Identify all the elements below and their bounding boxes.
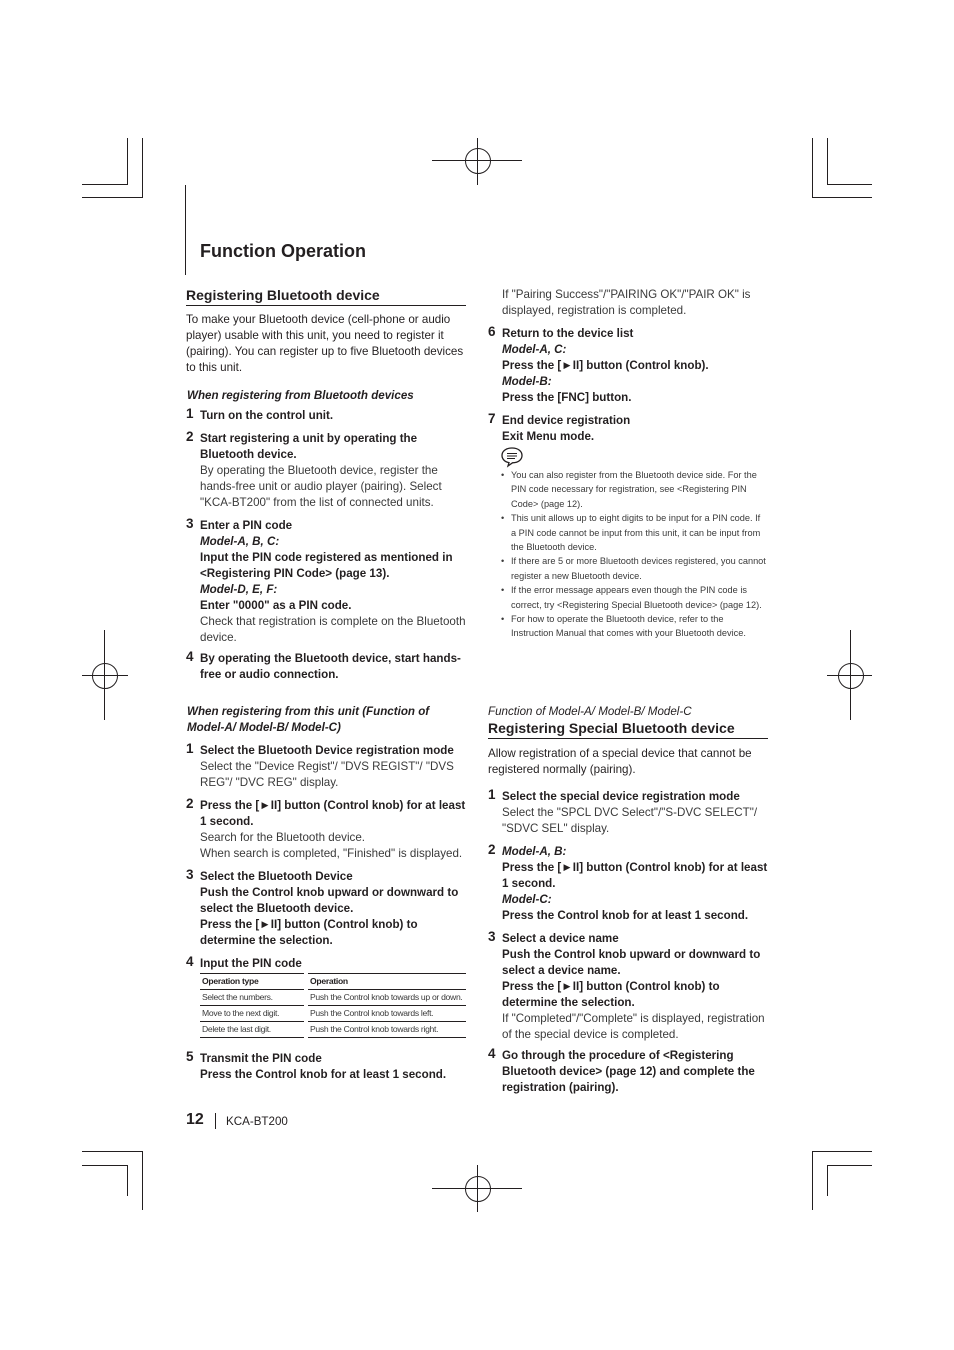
step-number: 5	[186, 1049, 194, 1064]
model-label: Model-A, B:	[502, 845, 567, 858]
step-instruction: Input the PIN code registered as mentioned in <Registering PIN Code> (page 13).	[200, 551, 453, 580]
step-instruction: Press the [►II] button (Control knob).	[502, 359, 709, 372]
step-number: 2	[488, 842, 496, 857]
step-number: 3	[488, 929, 496, 944]
step-7-end	[488, 411, 766, 445]
step-number: 3	[186, 867, 194, 882]
step-instruction: Press the Control knob for at least 1 second.	[502, 909, 749, 922]
table-cell: Push the Control knob towards left.	[308, 1006, 466, 1022]
step-title: Input the PIN code	[200, 957, 302, 970]
table-header-cell: Operation type	[200, 974, 304, 990]
step-number: 1	[488, 787, 496, 802]
list-item: • You can also register from the Bluetooth device side. For the PIN code necessary for registration, see <Registering PIN Code> (page 12).	[501, 468, 767, 511]
registration-mark-right	[838, 663, 864, 689]
step-title: Go through the procedure of <Registering Bluetooth device> (page 12) and complete the registration (pairing).	[502, 1049, 755, 1094]
step-title: End device registration	[502, 414, 631, 427]
step-instruction: Press the Control knob for at least 1 second.	[200, 1068, 447, 1081]
step-number: 2	[186, 429, 194, 444]
model-label: Model-A, C:	[502, 343, 567, 356]
step-title: Select the Bluetooth Device	[200, 870, 353, 883]
subheading-from-unit: When registering from this unit (Function of Model-A/ Model-B/ Model-C)	[187, 705, 430, 734]
model-label: Model-C:	[502, 893, 552, 906]
table-cell: Move to the next digit.	[200, 1006, 304, 1022]
step-title: Select the special device registration mode	[502, 790, 740, 803]
step-title: Transmit the PIN code	[200, 1052, 322, 1065]
function-label: Function of Model-A/ Model-B/ Model-C	[488, 705, 692, 718]
step-1-turn-on	[186, 406, 466, 424]
step-text: If "Completed"/"Complete" is displayed, registration of the special device is completed.	[502, 1012, 765, 1041]
registration-mark-left	[92, 663, 118, 689]
step-2-start-registering	[186, 429, 466, 511]
step-number: 1	[186, 406, 194, 421]
footer-divider	[215, 1113, 216, 1129]
note-icon	[500, 446, 524, 468]
list-item: • This unit allows up to eight digits to be input for a PIN code. If a PIN code cannot be input from this unit, it can be input from the Bluetooth device.	[501, 511, 767, 554]
step-number: 7	[488, 411, 496, 426]
registration-mark-bottom	[465, 1176, 491, 1202]
step-instruction: Press the [FNC] button.	[502, 391, 632, 404]
step-6-return	[488, 324, 766, 406]
special-step-3	[488, 929, 768, 1043]
table-cell: Push the Control knob towards right.	[308, 1022, 466, 1038]
step-number: 6	[488, 324, 496, 339]
step-title: Start registering a unit by operating the Bluetooth device.	[200, 432, 418, 461]
intro-paragraph: To make your Bluetooth device (cell-phone or audio player) usable with this unit, you need to register it (pairing). You can register up to five Bluetooth devices to this unit.	[186, 313, 464, 374]
unit-step-5	[186, 1049, 466, 1083]
step-instruction: Press the [►II] button (Control knob) to determine the selection.	[502, 980, 720, 1009]
table-row	[200, 1022, 466, 1038]
step-text: Select the "SPCL DVC Select"/"S-DVC SELECT"/ "SDVC SEL" display.	[502, 806, 758, 835]
step-instruction: Push the Control knob upward or downward to select a device name.	[502, 948, 761, 977]
special-intro: Allow registration of a special device that cannot be registered normally (pairing).	[488, 747, 752, 776]
unit-step-2	[186, 796, 466, 862]
step-title: Return to the device list	[502, 327, 634, 340]
model-label: Model-B:	[502, 375, 552, 388]
table-cell: Select the numbers.	[200, 990, 304, 1006]
step-title: Turn on the control unit.	[200, 409, 334, 422]
section-heading-special: Registering Special Bluetooth device	[488, 720, 768, 739]
step-title: Enter a PIN code	[200, 519, 293, 532]
notes-list	[501, 468, 767, 641]
list-item: • For how to operate the Bluetooth device, refer to the Instruction Manual that comes with your Bluetooth device.	[501, 612, 767, 641]
page-number: 12	[186, 1111, 204, 1128]
title-rule	[185, 185, 186, 275]
step-instruction: Enter "0000" as a PIN code.	[200, 599, 352, 612]
footer-model-name: KCA-BT200	[226, 1115, 288, 1128]
registration-mark-top	[465, 148, 491, 174]
unit-step-3	[186, 867, 466, 949]
step-number: 4	[186, 649, 194, 664]
step-instruction: Press the [►II] button (Control knob) to determine the selection.	[200, 918, 418, 947]
subheading-from-bluetooth: When registering from Bluetooth devices	[187, 389, 414, 402]
step-4-start-connection	[186, 649, 466, 683]
list-item: • If the error message appears even though the PIN code is correct, try <Registering Special Bluetooth device> (page 12).	[501, 583, 767, 612]
special-step-4	[488, 1046, 768, 1096]
step-text: By operating the Bluetooth device, register the hands-free unit or audio player (pairing). Select "KCA-BT200" from the list of connected units.	[200, 464, 442, 509]
continued-text: If "Pairing Success"/"PAIRING OK"/"PAIR OK" is displayed, registration is completed.	[502, 288, 751, 317]
step-title: Select the Bluetooth Device registration mode	[200, 744, 454, 757]
table-header-row	[200, 974, 466, 990]
table-header-cell: Operation	[308, 974, 466, 990]
step-number: 2	[186, 796, 194, 811]
table-row	[200, 1006, 466, 1022]
step-title: Select a device name	[502, 932, 619, 945]
step-number: 3	[186, 516, 194, 531]
special-step-2	[488, 842, 768, 924]
step-instruction: Press the [►II] button (Control knob) for at least 1 second.	[502, 861, 768, 890]
step-title: Press the [►II] button (Control knob) for at least 1 second.	[200, 799, 466, 828]
table-cell: Delete the last digit.	[200, 1022, 304, 1038]
table-row	[200, 990, 466, 1006]
step-number: 4	[186, 954, 194, 969]
model-label: Model-D, E, F:	[200, 583, 278, 596]
step-text: When search is completed, "Finished" is displayed.	[200, 847, 463, 860]
list-item: • If there are 5 or more Bluetooth devices registered, you cannot register a new Bluetooth device.	[501, 554, 767, 583]
model-label: Model-A, B, C:	[200, 535, 280, 548]
step-text: Check that registration is complete on the Bluetooth device.	[200, 615, 466, 644]
step-title: By operating the Bluetooth device, start hands-free or audio connection.	[200, 652, 461, 681]
step-instruction: Push the Control knob upward or downward to select the Bluetooth device.	[200, 886, 459, 915]
special-step-1	[488, 787, 768, 837]
pin-operation-table	[200, 973, 466, 1038]
step-3-enter-pin	[186, 516, 466, 646]
section-heading-registering: Registering Bluetooth device	[186, 287, 466, 306]
step-text: Search for the Bluetooth device.	[200, 831, 365, 844]
page-title: Function Operation	[200, 241, 366, 261]
step-number: 4	[488, 1046, 496, 1061]
unit-step-4	[186, 954, 466, 972]
step-instruction: Exit Menu mode.	[502, 430, 595, 443]
table-cell: Push the Control knob towards up or down.	[308, 990, 466, 1006]
step-text: Select the "Device Regist"/ "DVS REGIST"/ "DVS REG"/ "DVC REG" display.	[200, 760, 454, 789]
step-number: 1	[186, 741, 194, 756]
unit-step-1	[186, 741, 466, 791]
